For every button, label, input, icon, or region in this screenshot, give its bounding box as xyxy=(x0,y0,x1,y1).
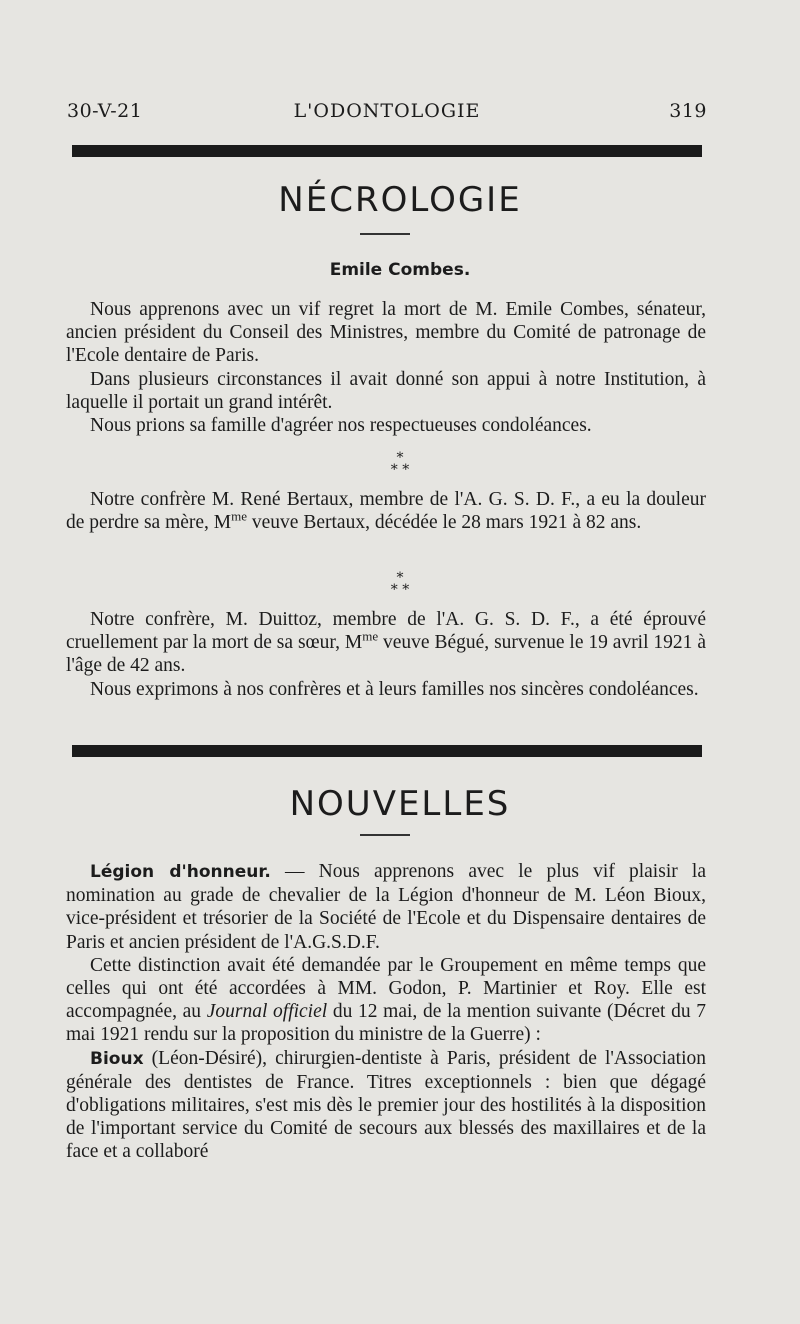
section-title-nouvelles: NOUVELLES xyxy=(289,784,511,824)
paragraph: Nous prions sa famille d'agréer nos respectueuses condoléances. xyxy=(90,415,592,437)
paragraph: Cette distinction avait été demandée par le Groupement en même temps que celles qui ont été accordées à MM. Godon, P. Martinier et Roy. Elle est accompagnée, au Journal officiel du 12 mai, de la mention suivante (Décret du 7 mai 1921 rendu sur la proposition du ministre de la Guerre) : xyxy=(66,954,706,1046)
nouvelles-block xyxy=(66,860,706,1164)
page-number: 319 xyxy=(669,100,707,122)
section-title-necrologie: NÉCROLOGIE xyxy=(278,180,522,220)
paragraph: Bioux (Léon-Désiré), chirurgien-dentiste à Paris, président de l'Association générale des dentistes de France. Titres exceptionnels : bien que dégagé d'obligations militaires, s'est mis dès le premier jour des hostilités à la disposition de l'important service du Comité de secours aux blessés des maxillaires et de la face et a collaboré xyxy=(66,1047,706,1163)
title-divider xyxy=(360,233,410,235)
paragraph: Notre confrère, M. Duittoz, membre de l'A. G. S. D. F., a été éprouvé cruellement par la mort de sa sœur, $M^{me}$ veuve Bégué, survenue le 19 avril 1921 à l'âge de 42 ans. xyxy=(66,609,706,677)
title-divider xyxy=(360,834,410,836)
paragraph: Notre confrère M. René Bertaux, membre de l'A. G. S. D. F., a eu la douleur de perdre sa mère, $M^{me}$ veuve Bertaux, décédée le 28 mars 1921 à 82 ans. xyxy=(66,489,706,534)
paragraph: Nous apprenons avec un vif regret la mort de M. Emile Combes, sénateur, ancien président du Conseil des Ministres, membre du Comité de patronage de l'Ecole dentaire de Paris. xyxy=(66,299,706,367)
necrologie-block-3 xyxy=(66,608,706,701)
obituary-subtitle: Emile Combes. xyxy=(329,260,471,280)
section-rule-top xyxy=(72,145,702,157)
issue-date: 30-V-21 xyxy=(67,100,143,122)
running-head xyxy=(67,100,707,130)
asterism-divider: * * * xyxy=(390,450,410,478)
runin-heading: Légion d'honneur. xyxy=(90,862,271,882)
runin-heading: Bioux xyxy=(90,1048,144,1069)
journal-title: L'ODONTOLOGIE xyxy=(293,100,481,122)
paragraph: Légion d'honneur. — Nous apprenons avec le plus vif plaisir la nomination au grade de chevalier de la Légion d'honneur de M. Léon Bioux, vice-président et trésorier de la Société de l'Ecole et du Dispensaire dentaires de Paris et ancien président de l'A.G.S.D.F. xyxy=(66,861,706,953)
necrologie-block-1 xyxy=(66,298,706,437)
asterism-divider: * * * xyxy=(390,570,410,598)
section-rule-middle xyxy=(72,745,702,757)
paragraph: Dans plusieurs circonstances il avait donné son appui à notre Institution, à laquelle il portait un grand intérêt. xyxy=(66,368,706,413)
journal-officiel-title: Journal officiel xyxy=(206,1001,328,1023)
paragraph: Nous exprimons à nos confrères et à leurs familles nos sincères condoléances. xyxy=(90,678,699,700)
necrologie-block-2 xyxy=(66,488,706,534)
